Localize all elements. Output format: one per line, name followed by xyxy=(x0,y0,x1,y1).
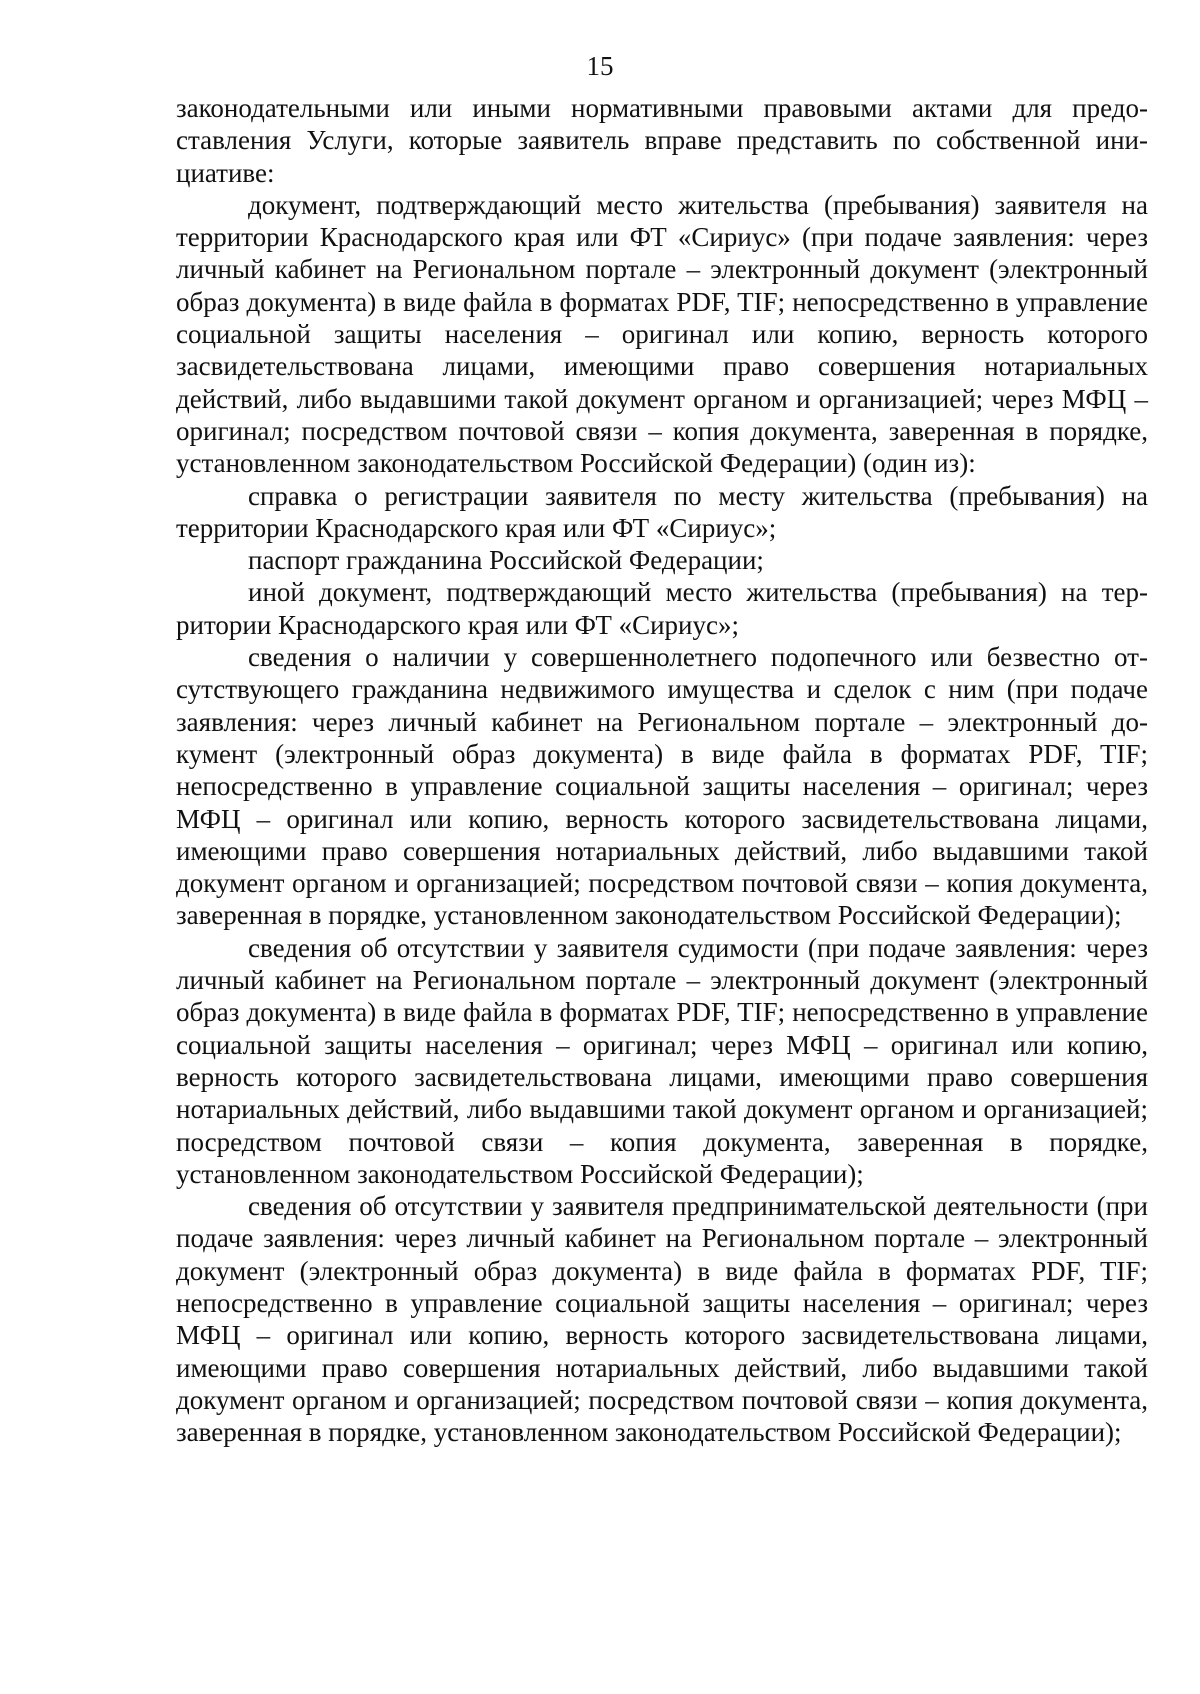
paragraph-no-business-activity: сведения об отсутствии у заявителя предпринимательской деятельности (при подаче заявления: через личный кабинет на Региональном портале – электронный документ (электронный образ документа) в виде файла в форматах PDF, TIF; непосредственно в управление социальной защиты населения – оригинал; через МФЦ – оригинал или копию, верность которого засвидетельствована лицами, имеющими право совершения нотариальных действий, либо выдавшими такой документ органом и организацией; посредством почтовой связи – копия документа, заверенная в порядке, установленном законодательством Российской Федерации); xyxy=(176,1191,1148,1448)
paragraph-other-document: иной документ, подтверждающий место жительства (пребывания) на территории Краснодарского края или ФТ «Сириус»; xyxy=(176,577,1148,640)
paragraph-no-criminal-record: сведения об отсутствии у заявителя судимости (при подаче заявления: через личный кабинет на Региональном портале – электронный документ (электронный образ документа) в виде файла в форматах PDF, TIF; непосредственно в управление социальной защиты населения – оригинал; через МФЦ – оригинал или копию, верность которого засвидетельствована лицами, имеющими право совершения нотариальных действий, либо выдавшими такой документ органом и организацией; посредством почтовой связи – копия документа, заверенная в порядке, установленном законодательством Российской Федерации); xyxy=(176,932,1148,1189)
paragraph-continuation: законодательными или иными нормативными правовыми актами для предоставления Услуги, которые заявитель вправе представить по собственной инициативе: xyxy=(176,93,1148,188)
document-body xyxy=(176,92,1148,1448)
page-number: 15 xyxy=(586,51,614,81)
paragraph-property-info: сведения о наличии у совершеннолетнего подопечного или безвестно отсутствующего гражданина недвижимого имущества и сделок с ним (при подаче заявления: через личный кабинет на Региональном портале – электронный документ (электронный образ документа) в виде файла в форматах PDF, TIF; непосредственно в управление социальной защиты населения – оригинал; через МФЦ – оригинал или копию, верность которого засвидетельствована лицами, имеющими право совершения нотариальных действий, либо выдавшими такой документ органом и организацией; посредством почтовой связи – копия документа, заверенная в порядке, установленном законодательством Российской Федерации); xyxy=(176,642,1148,931)
paragraph-residence-document: документ, подтверждающий место жительства (пребывания) заявителя на территории Краснодарского края или ФТ «Сириус» (при подаче заявления: через личный кабинет на Региональном портале – электронный документ (электронный образ документа) в виде файла в форматах PDF, TIF; непосредственно в управление социальной защиты населения – оригинал или копию, верность которого засвидетельствована лицами, имеющими право совершения нотариальных действий, либо выдавшими такой документ органом и организацией; через МФЦ – оригинал; посредством почтовой связи – копия документа, заверенная в порядке, установленном законодательством Российской Федерации) (один из): xyxy=(176,189,1148,479)
paragraph-passport: паспорт гражданина Российской Федерации; xyxy=(248,545,764,576)
paragraph-registration-certificate: справка о регистрации заявителя по месту жительства (пребывания) на территории Краснодарского края или ФТ «Сириус»; xyxy=(176,480,1148,543)
